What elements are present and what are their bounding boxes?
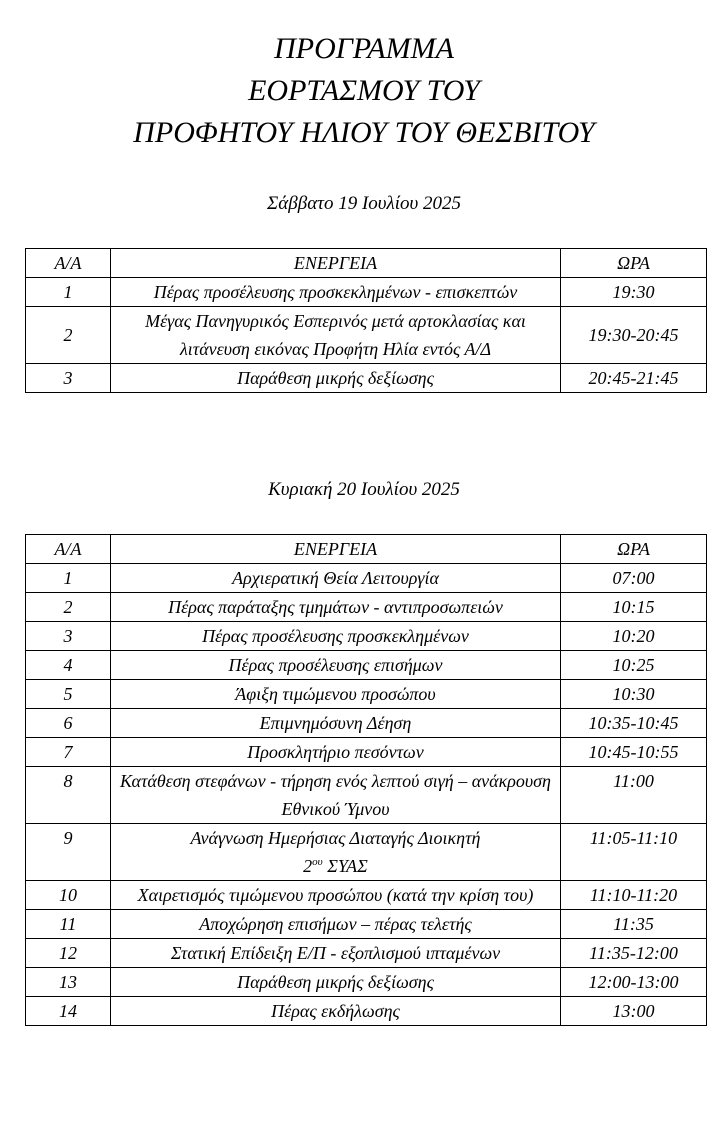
- row-time: 13:00: [561, 997, 707, 1026]
- row-action-line2-rest: ΣΥΑΣ: [322, 856, 368, 876]
- row-time: 19:30: [561, 278, 707, 307]
- row-action: Άφιξη τιμώμενου προσώπου: [111, 680, 561, 709]
- table-row: [26, 307, 707, 364]
- row-number: 3: [26, 622, 111, 651]
- row-time: 10:15: [561, 593, 707, 622]
- row-number: 2: [26, 307, 111, 364]
- row-action: Στατική Επίδειξη Ε/Π - εξοπλισμού ιπταμένων: [111, 939, 561, 968]
- row-time: 20:45-21:45: [561, 364, 707, 393]
- row-time: 11:10-11:20: [561, 881, 707, 910]
- row-number: 11: [26, 910, 111, 939]
- document-title: [0, 28, 728, 154]
- row-number: 9: [26, 824, 111, 881]
- row-number: 7: [26, 738, 111, 767]
- table-row: [26, 278, 707, 307]
- header-time: ΩΡΑ: [561, 535, 707, 564]
- header-action: ΕΝΕΡΓΕΙΑ: [111, 249, 561, 278]
- row-number: 5: [26, 680, 111, 709]
- table-row: [26, 593, 707, 622]
- title-line-2: ΕΟΡΤΑΣΜΟΥ ΤΟΥ: [248, 74, 480, 107]
- row-time: 19:30-20:45: [561, 307, 707, 364]
- row-action: Πέρας προσέλευσης προσκεκλημένων: [111, 622, 561, 651]
- row-number: 3: [26, 364, 111, 393]
- row-action: Πέρας παράταξης τμημάτων - αντιπροσωπειών: [111, 593, 561, 622]
- row-time: 10:30: [561, 680, 707, 709]
- day2-date: Κυριακή 20 Ιουλίου 2025: [268, 479, 460, 500]
- table-row: [26, 824, 707, 881]
- row-action: Αποχώρηση επισήμων – πέρας τελετής: [111, 910, 561, 939]
- row-action: Πέρας προσέλευσης επισήμων: [111, 651, 561, 680]
- table-row: [26, 364, 707, 393]
- row-action: [111, 824, 561, 881]
- ordinal-suffix: ου: [312, 856, 323, 868]
- title-line-3: ΠΡΟΦΗΤΟΥ ΗΛΙΟΥ ΤΟΥ ΘΕΣΒΙΤΟΥ: [133, 116, 595, 149]
- row-number: 13: [26, 968, 111, 997]
- row-time: 12:00-13:00: [561, 968, 707, 997]
- day1-schedule-table: [25, 248, 707, 393]
- table-header-row: [26, 535, 707, 564]
- table-row: [26, 651, 707, 680]
- table-row: [26, 622, 707, 651]
- header-action: ΕΝΕΡΓΕΙΑ: [111, 535, 561, 564]
- table-row: [26, 564, 707, 593]
- row-time: 10:45-10:55: [561, 738, 707, 767]
- row-action: Προσκλητήριο πεσόντων: [111, 738, 561, 767]
- row-action: Χαιρετισμός τιμώμενου προσώπου (κατά την κρίση του): [111, 881, 561, 910]
- title-line-1: ΠΡΟΓΡΑΜΜΑ: [274, 32, 454, 65]
- row-number: 8: [26, 767, 111, 824]
- table-row: [26, 939, 707, 968]
- header-aa: Α/Α: [26, 249, 111, 278]
- row-time: 11:05-11:10: [561, 824, 707, 881]
- row-action: Παράθεση μικρής δεξίωσης: [111, 364, 561, 393]
- table-row: [26, 738, 707, 767]
- row-number: 10: [26, 881, 111, 910]
- row-time: 07:00: [561, 564, 707, 593]
- row-action: Πέρας προσέλευσης προσκεκλημένων - επισκεπτών: [111, 278, 561, 307]
- row-action: Μέγας Πανηγυρικός Εσπερινός μετά αρτοκλασίας και λιτάνευση εικόνας Προφήτη Ηλία εντός Α/Δ: [111, 307, 561, 364]
- row-number: 1: [26, 564, 111, 593]
- table-row: [26, 709, 707, 738]
- table-row: [26, 881, 707, 910]
- row-number: 1: [26, 278, 111, 307]
- row-number: 14: [26, 997, 111, 1026]
- row-action: Επιμνημόσυνη Δέηση: [111, 709, 561, 738]
- table-row: [26, 997, 707, 1026]
- header-aa: Α/Α: [26, 535, 111, 564]
- row-number: 2: [26, 593, 111, 622]
- table-row: [26, 767, 707, 824]
- table-row: [26, 910, 707, 939]
- table-row: [26, 968, 707, 997]
- row-time: 10:35-10:45: [561, 709, 707, 738]
- header-time: ΩΡΑ: [561, 249, 707, 278]
- row-number: 6: [26, 709, 111, 738]
- row-time: 10:20: [561, 622, 707, 651]
- row-number: 4: [26, 651, 111, 680]
- row-time: 11:00: [561, 767, 707, 824]
- row-action-line2-num: 2: [303, 856, 313, 876]
- day1-date: Σάββατο 19 Ιουλίου 2025: [267, 193, 461, 214]
- row-action: Πέρας εκδήλωσης: [111, 997, 561, 1026]
- row-action-line1: Ανάγνωση Ημερήσιας Διαταγής Διοικητή: [190, 828, 481, 848]
- row-action: Παράθεση μικρής δεξίωσης: [111, 968, 561, 997]
- row-time: 11:35-12:00: [561, 939, 707, 968]
- day2-schedule-table: [25, 534, 707, 1026]
- table-row: [26, 680, 707, 709]
- table-header-row: [26, 249, 707, 278]
- row-action: Κατάθεση στεφάνων - τήρηση ενός λεπτού σιγή – ανάκρουση Εθνικού Ύμνου: [111, 767, 561, 824]
- row-time: 11:35: [561, 910, 707, 939]
- row-action: Αρχιερατική Θεία Λειτουργία: [111, 564, 561, 593]
- row-time: 10:25: [561, 651, 707, 680]
- row-number: 12: [26, 939, 111, 968]
